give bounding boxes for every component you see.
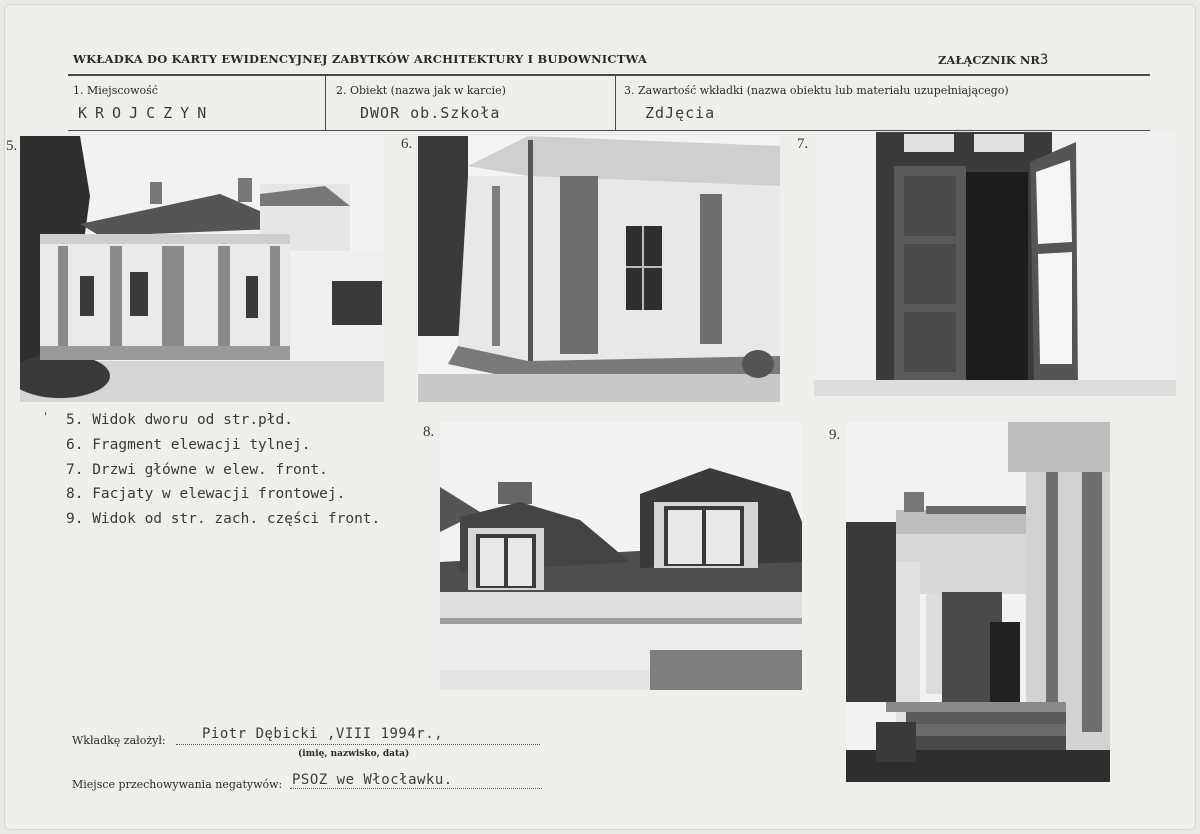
field-rule-bottom — [68, 130, 1150, 131]
photo-number-6: 6. — [401, 136, 413, 152]
object-label: 2. Obiekt (nazwa jak w karcie) — [336, 84, 506, 97]
photo-captions-list — [66, 408, 380, 532]
photo-number-9: 9. — [829, 427, 841, 443]
negatives-dotted-line — [290, 788, 542, 789]
author-dotted-line — [176, 744, 540, 745]
annex-number: 3 — [1039, 52, 1049, 68]
caption-item: 8. Facjaty w elewacji frontowej. — [66, 486, 346, 503]
negatives-label: Miejsce przechowywania negatywów: — [72, 778, 283, 791]
content-value: ZdJęcia — [645, 104, 716, 122]
photo-dormers-front-elevation — [440, 422, 802, 690]
negatives-value: PSOZ we Włocławku. — [292, 772, 453, 788]
object-value: DWOR ob.Szkoła — [360, 104, 501, 122]
photo-west-front-porch — [846, 422, 1110, 782]
photo-number-7: 7. — [797, 136, 809, 152]
card-title: WKŁADKA DO KARTY EWIDENCYJNEJ ZABYTKÓW ARCHITEKTURY I BUDOWNICTWA — [73, 52, 647, 66]
caption-item: 5. Widok dworu od str.płd. — [66, 412, 293, 428]
photo-rear-elevation-fragment — [418, 136, 780, 402]
annex-label — [938, 52, 1048, 68]
photo-number-8: 8. — [423, 424, 435, 440]
photo-manor-south-view — [20, 136, 384, 402]
annex-label-text: ZAŁĄCZNIK NR — [938, 53, 1040, 67]
field-divider-2 — [615, 76, 616, 130]
pencil-tick-mark: ' — [44, 410, 48, 424]
author-label: Wkładkę założył: — [72, 734, 166, 747]
author-hint: (imię, nazwisko, data) — [298, 749, 410, 759]
author-value: Piotr Dębicki ,VIII 1994r., — [202, 726, 444, 742]
header-rule — [68, 74, 1150, 76]
content-label: 3. Zawartość wkładki (nazwa obiektu lub materiału uzupełniającego) — [624, 84, 1009, 97]
field-divider-1 — [325, 76, 326, 130]
locality-label: 1. Miejscowość — [73, 84, 158, 97]
photo-number-5: 5. — [6, 138, 18, 154]
locality-value: KROJCZYN — [78, 104, 215, 122]
caption-item: 6. Fragment elewacji tylnej. — [66, 436, 311, 453]
photo-main-door — [814, 132, 1176, 396]
caption-item: 9. Widok od str. zach. części front. — [66, 511, 381, 528]
caption-item: 7. Drzwi główne w elew. front. — [66, 461, 328, 478]
